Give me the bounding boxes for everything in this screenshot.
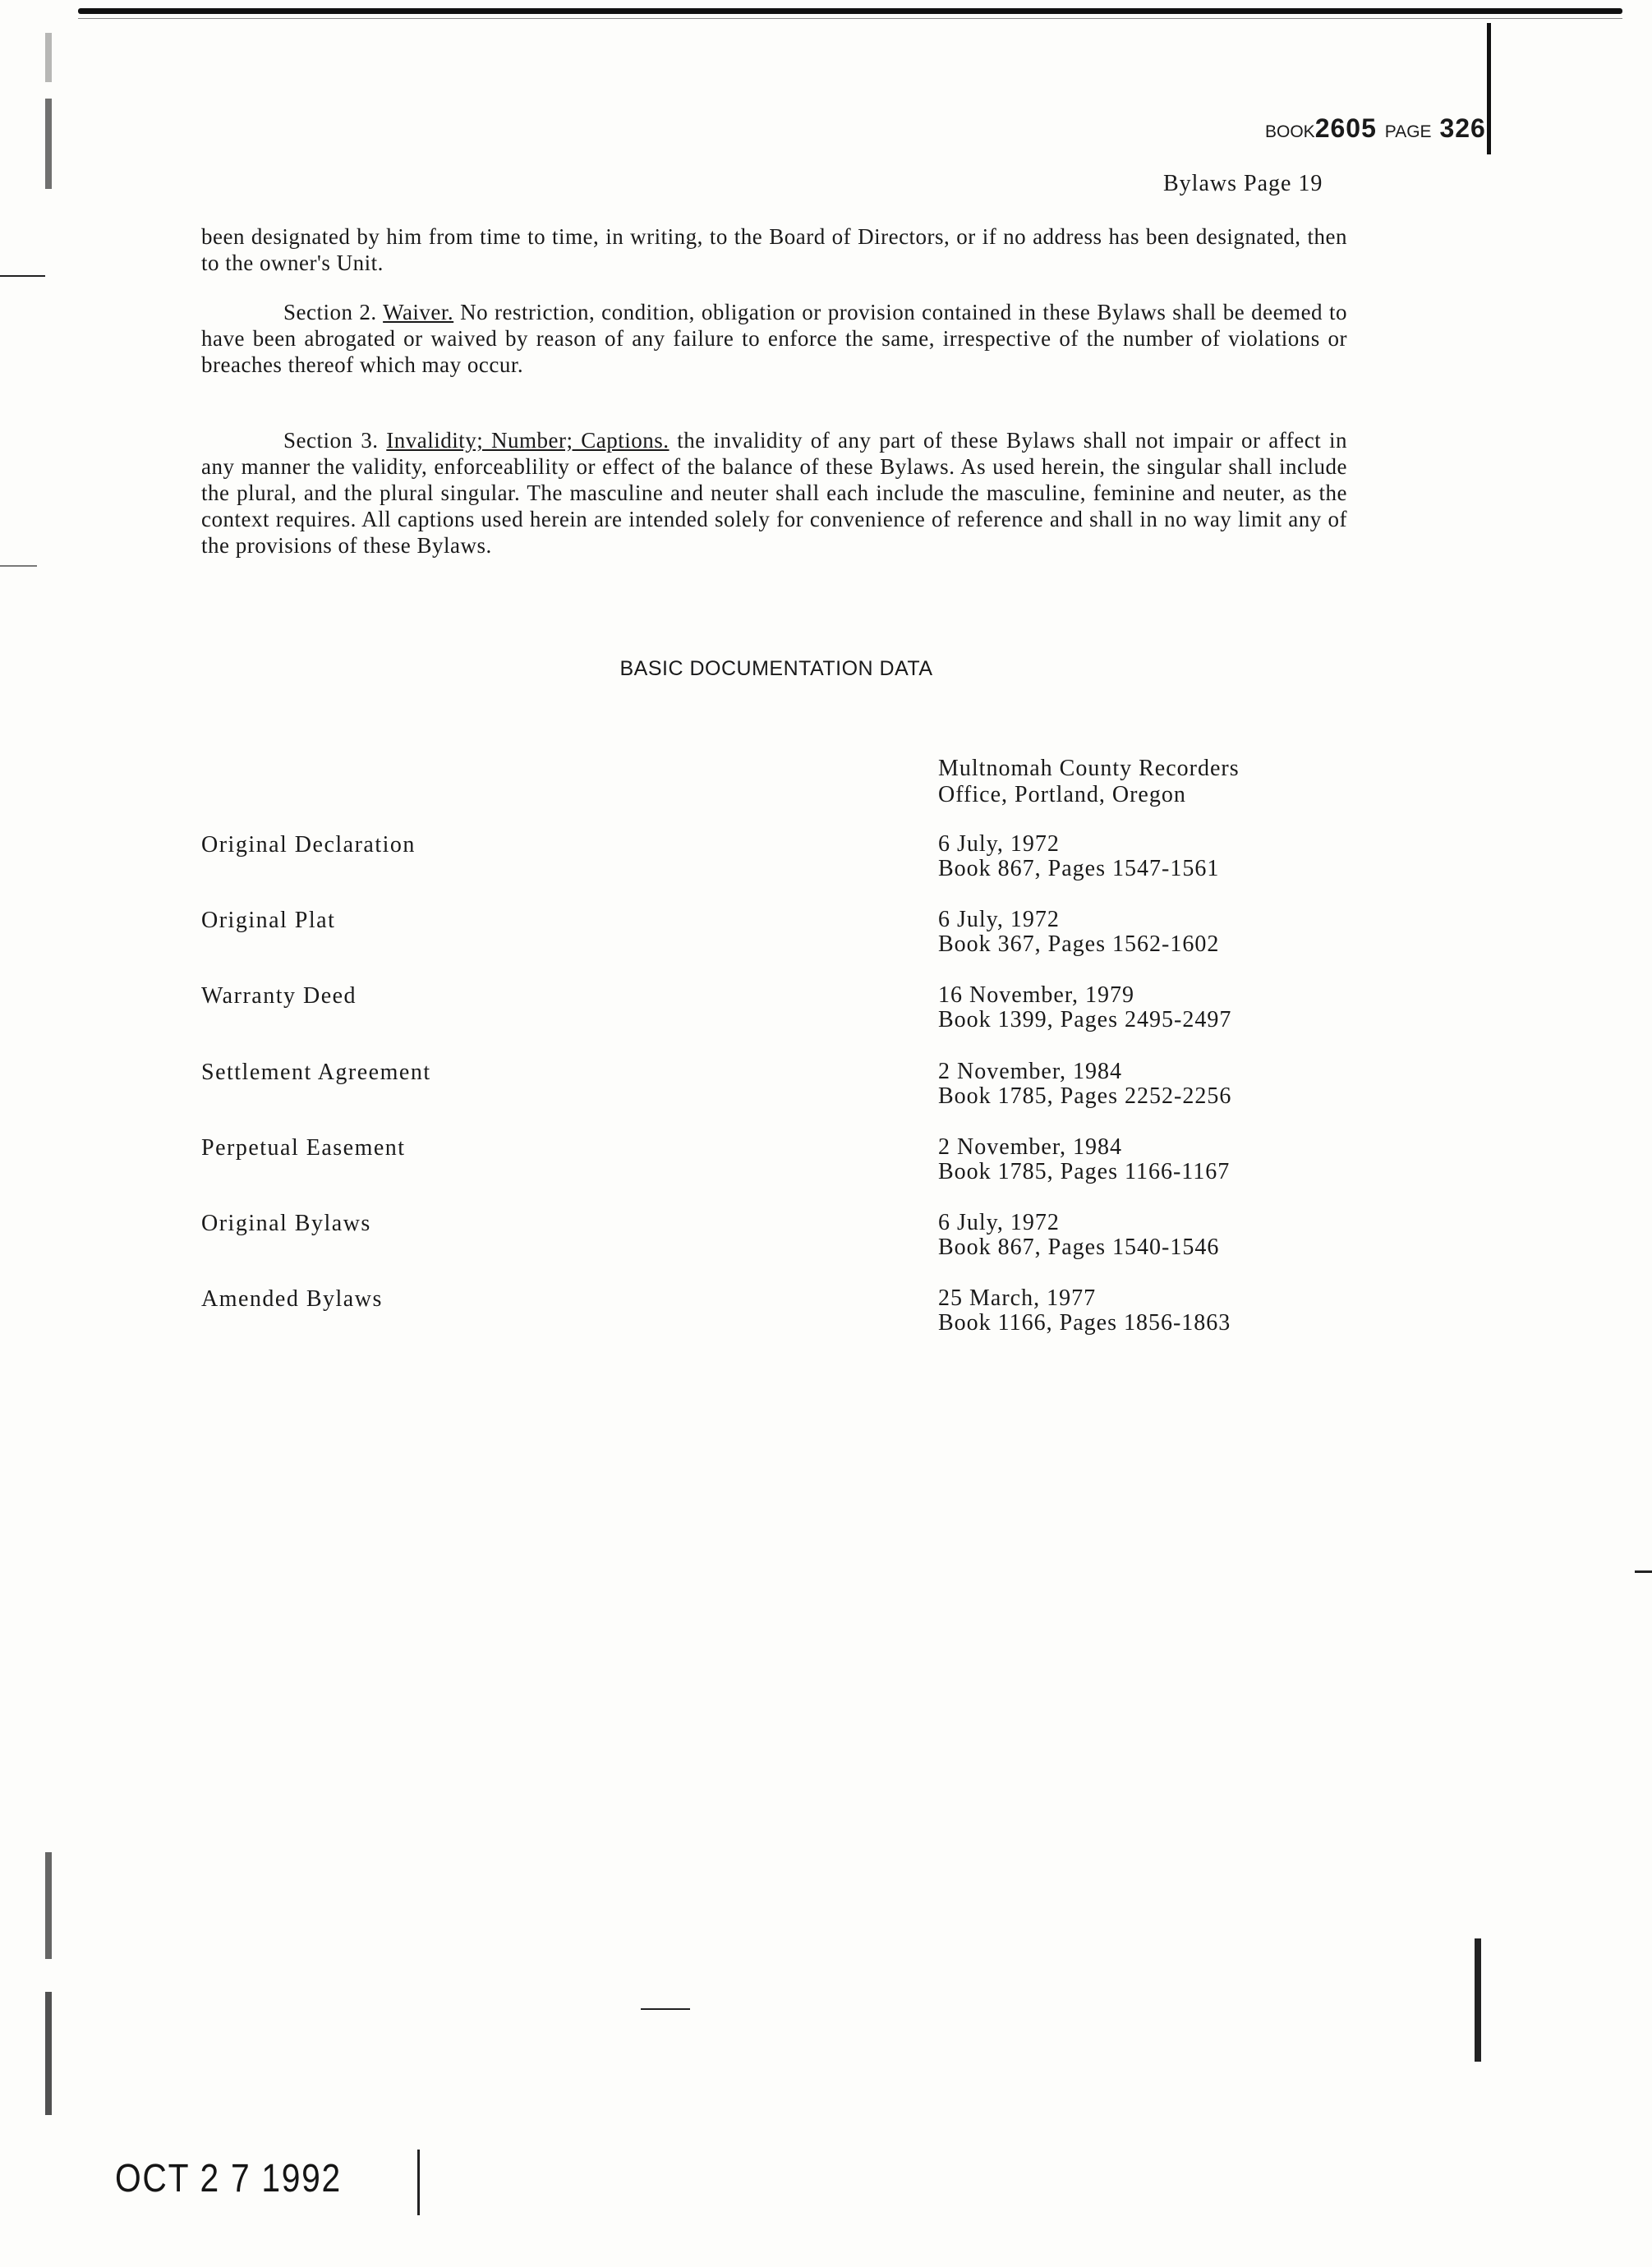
document-record <box>938 1060 1231 1109</box>
documentation-row <box>0 908 1652 965</box>
document-name: Amended Bylaws <box>201 1286 383 1312</box>
section-3-label: Section 3. <box>283 428 379 453</box>
scan-dash <box>0 565 37 567</box>
document-name: Original Plat <box>201 908 336 933</box>
scan-dash <box>0 275 45 277</box>
recorder-office <box>938 756 1332 808</box>
section-3-paragraph <box>201 427 1347 559</box>
page-number: 326 <box>1439 113 1486 143</box>
document-book: Book 1166, Pages 1856-1863 <box>938 1310 1231 1336</box>
document-book: Book 367, Pages 1562-1602 <box>938 931 1220 957</box>
document-record <box>938 983 1231 1032</box>
documentation-row <box>0 832 1652 890</box>
scan-line-top <box>78 18 1622 19</box>
page-prefix: PAGE <box>1384 122 1432 141</box>
section-2-heading: Waiver. <box>383 300 454 324</box>
documentation-row <box>0 983 1652 1041</box>
document-record <box>938 908 1219 957</box>
book-page-stamp <box>1265 113 1486 144</box>
document-record <box>938 832 1219 881</box>
document-date: 16 November, 1979 <box>938 982 1135 1008</box>
section-2-text: No restriction, condition, obligation or provision contained in these Bylaws shall be deemed to have been abrogated or waived by reason of any failure to enforce the same, irrespective of the number of violations or breaches thereof which may occur. <box>201 300 1347 377</box>
documentation-title: BASIC DOCUMENTATION DATA <box>619 657 933 680</box>
document-record <box>938 1286 1231 1336</box>
scan-mark-right <box>1475 1938 1481 2062</box>
scan-dash <box>641 2008 690 2010</box>
documentation-row <box>0 1060 1652 1117</box>
recorder-line-2: Office, Portland, Oregon <box>938 782 1186 807</box>
scan-dash <box>417 2150 420 2215</box>
documentation-row <box>0 1211 1652 1268</box>
book-number: 2605 <box>1314 113 1377 143</box>
document-book: Book 1785, Pages 2252-2256 <box>938 1083 1232 1109</box>
document-name: Perpetual Easement <box>201 1135 406 1161</box>
scan-mark-left <box>45 1992 52 2115</box>
section-2-paragraph <box>201 299 1347 378</box>
document-book: Book 1785, Pages 1166-1167 <box>938 1159 1231 1184</box>
document-name: Settlement Agreement <box>201 1060 431 1085</box>
document-name: Warranty Deed <box>201 983 357 1009</box>
scan-mark-left <box>45 33 52 82</box>
documentation-row <box>0 1286 1652 1344</box>
scan-border-top <box>78 8 1622 14</box>
page-label: Bylaws Page 19 <box>1163 171 1323 196</box>
document-book: Book 867, Pages 1547-1561 <box>938 856 1220 881</box>
recorder-line-1: Multnomah County Recorders <box>938 756 1240 781</box>
document-date: 6 July, 1972 <box>938 907 1060 932</box>
documentation-row <box>0 1135 1652 1193</box>
document-date: 6 July, 1972 <box>938 831 1060 857</box>
scan-mark-left <box>45 99 52 189</box>
section-3-text: the invalidity of any part of these Bylaws shall not impair or affect in any manner the validity, enforceablility or effect of the balance of these Bylaws. As used herein, the singular shall include the plural, and the plural singular. The masculine and neuter shall each include the masculine, feminine and neuter, as the context requires. All captions used herein are intended solely for convenience of reference and shall in no way limit any of the provisions of these Bylaws. <box>201 428 1348 558</box>
paragraph-continuation: been designated by him from time to time, in writing, to the Board of Directors, or if no address has been designated, then to the owner's Unit. <box>201 224 1347 275</box>
section-2-label: Section 2. <box>283 300 377 324</box>
document-date: 2 November, 1984 <box>938 1134 1123 1160</box>
document-book: Book 867, Pages 1540-1546 <box>938 1235 1220 1260</box>
document-record <box>938 1211 1219 1260</box>
section-3-heading: Invalidity; Number; Captions. <box>386 428 670 453</box>
document-name: Original Bylaws <box>201 1211 371 1236</box>
scan-mark-right <box>1487 23 1491 154</box>
document-date: 2 November, 1984 <box>938 1059 1123 1084</box>
document-record <box>938 1135 1230 1184</box>
document-date: 25 March, 1977 <box>938 1285 1097 1311</box>
document-name: Original Declaration <box>201 832 416 858</box>
document-book: Book 1399, Pages 2495-2497 <box>938 1007 1232 1032</box>
received-date-stamp: OCT 2 7 1992 <box>115 2157 342 2200</box>
book-prefix: BOOK <box>1265 122 1315 141</box>
scan-dash <box>1635 1570 1652 1573</box>
document-date: 6 July, 1972 <box>938 1210 1060 1235</box>
scan-mark-left <box>45 1852 52 1959</box>
